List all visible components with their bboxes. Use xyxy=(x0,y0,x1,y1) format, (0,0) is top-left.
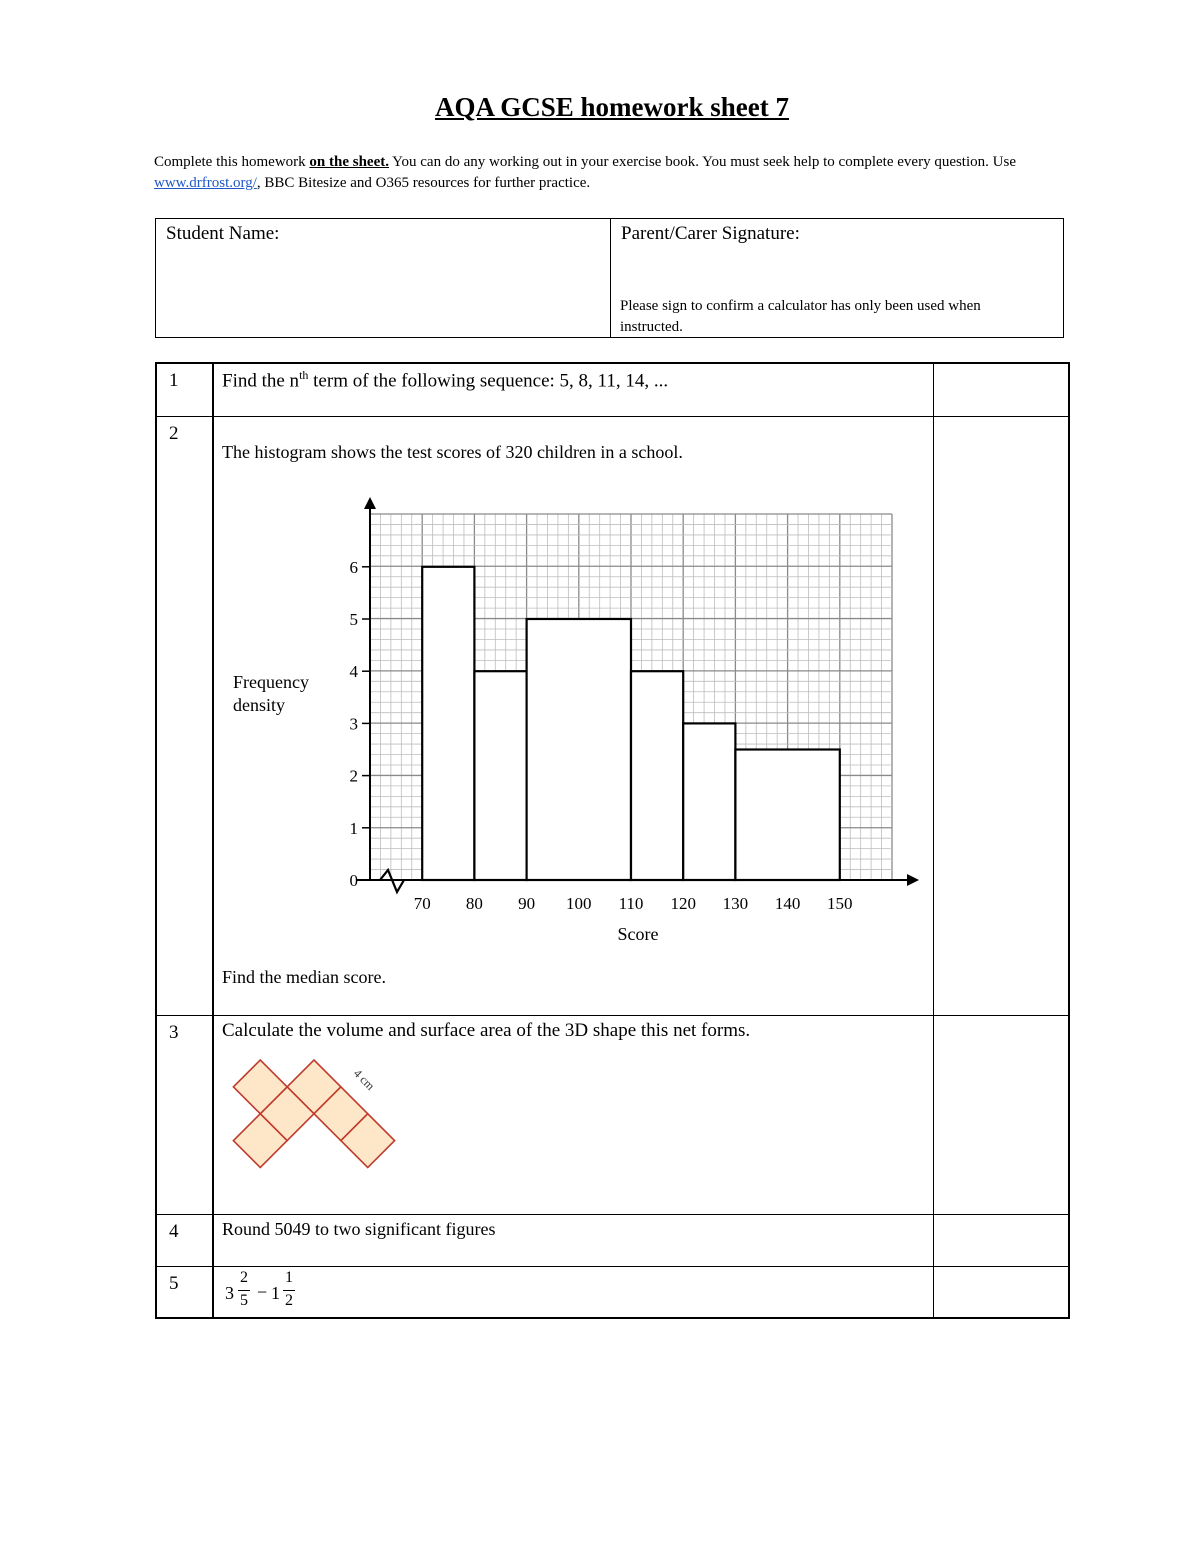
numerator-2: 1 xyxy=(285,1269,293,1286)
question-prompt: Find the median score. xyxy=(222,967,386,987)
x-tick-label: 120 xyxy=(670,894,696,913)
net-edge-label: 4 cm xyxy=(350,1066,378,1093)
question-row-1 xyxy=(157,364,1068,417)
question-number: 1 xyxy=(169,370,179,391)
intro-paragraph xyxy=(154,152,1074,194)
parent-signature-note: Please sign to confirm a calculator has only been used when instructed. xyxy=(620,298,981,335)
fraction-bar-1 xyxy=(238,1290,250,1291)
marks-column-divider xyxy=(933,364,934,1317)
parent-signature-label: Parent/Carer Signature: xyxy=(621,223,800,244)
x-tick-label: 110 xyxy=(618,894,644,913)
y-tick-label: 4 xyxy=(349,662,358,682)
histogram-bar xyxy=(474,671,526,880)
y-tick-label: 1 xyxy=(349,818,358,838)
y-tick-label: 2 xyxy=(349,766,358,786)
y-axis-title: Frequency xyxy=(233,672,309,692)
x-axis-arrow xyxy=(907,874,919,886)
question-row-3 xyxy=(157,1016,1068,1215)
y-axis-arrow xyxy=(364,497,376,509)
y-tick-label: 6 xyxy=(349,557,358,577)
drfrost-link[interactable]: www.drfrost.org/ xyxy=(154,175,257,191)
numerator-1: 2 xyxy=(240,1269,248,1286)
question-number: 3 xyxy=(169,1022,179,1043)
question-row-5 xyxy=(157,1267,1068,1319)
x-axis-title: Score xyxy=(617,924,659,944)
denominator-2: 2 xyxy=(285,1292,293,1309)
denominator-1: 5 xyxy=(240,1292,248,1309)
mixed-whole-1: 3 xyxy=(225,1283,234,1303)
x-tick-label: 140 xyxy=(774,894,801,913)
student-name-label: Student Name: xyxy=(166,223,280,244)
question-text-b: term of the following sequence: 5, 8, 11, 14, ... xyxy=(308,370,669,392)
question-text-a: Find the n xyxy=(222,370,300,392)
question-text: Calculate the volume and surface area of the 3D shape this net forms. xyxy=(222,1020,751,1041)
y-tick-label: 5 xyxy=(349,610,358,629)
number-column-divider xyxy=(212,364,214,1317)
y-tick-label: 3 xyxy=(349,714,358,734)
x-tick-label: 130 xyxy=(722,894,749,913)
histogram-bar xyxy=(527,619,631,880)
superscript-th: th xyxy=(299,368,309,382)
histogram-bar xyxy=(683,723,735,880)
intro-text-b: You can do any working out in your exercise book. You must seek help to complete every question. Use xyxy=(388,154,1016,170)
y-tick-label: 0 xyxy=(349,871,358,890)
page-title: AQA GCSE homework sheet 7 xyxy=(434,92,789,122)
minus-sign: − xyxy=(257,1282,268,1302)
x-tick-label: 80 xyxy=(465,894,483,913)
y-axis-title: density xyxy=(233,695,285,715)
question-row-4 xyxy=(157,1215,1068,1267)
mixed-whole-2: 1 xyxy=(271,1283,280,1303)
question-number: 4 xyxy=(169,1221,179,1242)
question-number: 5 xyxy=(169,1273,179,1294)
x-tick-label: 90 xyxy=(518,894,536,913)
question-text: Round 5049 to two significant figures xyxy=(222,1219,496,1239)
x-tick-label: 150 xyxy=(827,894,853,913)
fraction-bar-2 xyxy=(283,1290,295,1291)
question-text: The histogram shows the test scores of 320 children in a school. xyxy=(222,442,683,462)
x-tick-label: 70 xyxy=(413,894,431,913)
student-name-cell[interactable] xyxy=(156,219,611,337)
intro-emphasis: on the sheet. xyxy=(309,154,389,170)
histogram-bar xyxy=(735,750,839,881)
x-tick-label: 100 xyxy=(566,894,592,913)
histogram-bar xyxy=(631,671,683,880)
cube-net-diagram xyxy=(157,1016,933,1215)
histogram-chart xyxy=(157,417,933,1016)
info-table xyxy=(155,218,1064,338)
question-row-2 xyxy=(157,417,1068,1016)
question-text xyxy=(222,368,668,392)
questions-table xyxy=(155,362,1070,1319)
intro-text-a: Complete this homework xyxy=(154,154,310,170)
cube-net xyxy=(207,1033,395,1215)
parent-signature-cell[interactable] xyxy=(611,219,1063,337)
histogram-bar xyxy=(422,567,474,880)
intro-text-c: , BBC Bitesize and O365 resources for further practice. xyxy=(256,175,591,191)
question-number: 2 xyxy=(169,423,179,444)
